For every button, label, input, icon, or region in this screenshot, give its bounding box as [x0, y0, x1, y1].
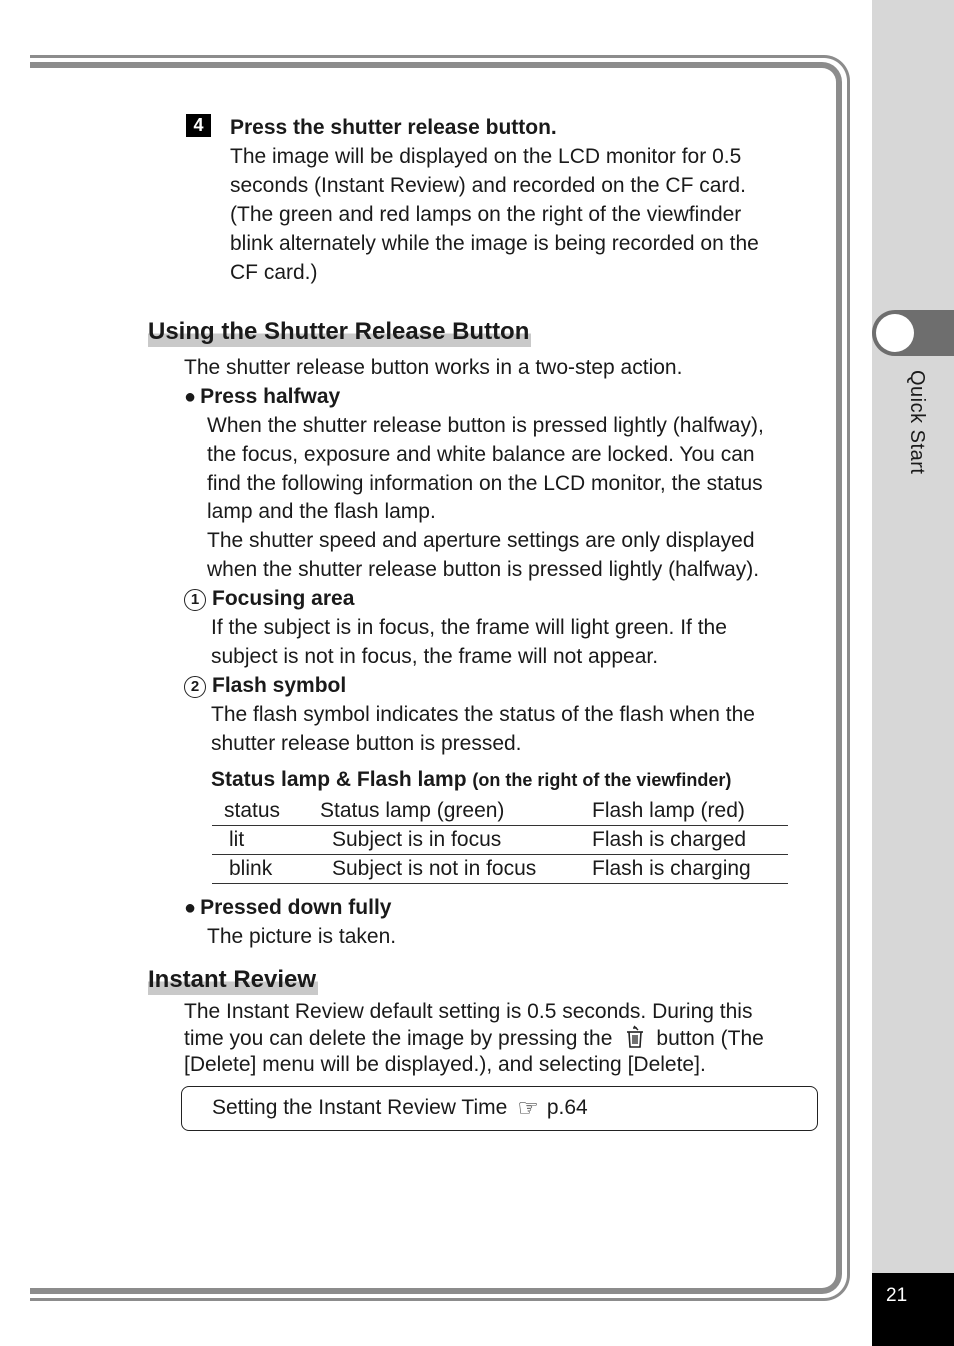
page-number: 21	[886, 1285, 908, 1306]
table-cell: Subject is not in focus	[320, 855, 592, 884]
instant-review-line: [Delete] menu will be displayed.), and selecting [Delete].	[184, 1053, 706, 1076]
chapter-tab-label: Quick Start	[906, 370, 928, 475]
press-halfway-line: the focus, exposure and white balance are locked. You can	[207, 443, 755, 466]
lamp-table-subtitle: (on the right of the viewfinder)	[472, 770, 732, 790]
step-line: The image will be displayed on the LCD monitor for 0.5	[230, 145, 742, 168]
instant-review-text: time you can delete the image by pressing the	[184, 1027, 613, 1050]
table-header-row	[212, 797, 788, 826]
table-row	[212, 826, 788, 855]
item-focusing-area	[184, 584, 354, 613]
press-halfway-label	[184, 382, 340, 412]
table-cell: Subject is in focus	[320, 826, 592, 855]
item-number: 1	[184, 589, 206, 611]
chapter-tab-circle	[876, 314, 914, 352]
side-strip	[872, 0, 954, 1346]
pressed-fully-label	[184, 893, 391, 923]
press-halfway-line: The shutter speed and aperture settings are only displayed	[207, 529, 755, 552]
item-number: 2	[184, 676, 206, 698]
table-cell: blink	[212, 855, 320, 884]
page-number-box	[872, 1273, 954, 1346]
step-number: 4	[186, 114, 211, 137]
table-cell: Flash is charging	[592, 855, 788, 884]
lamp-table-title-text: Status lamp & Flash lamp	[211, 768, 467, 791]
table-header-cell: Flash lamp (red)	[592, 797, 788, 826]
table-cell: lit	[212, 826, 320, 855]
bullet-icon: ●	[184, 897, 197, 919]
instant-review-text: button (The	[656, 1027, 764, 1050]
lamp-table-title	[211, 768, 731, 792]
reference-text: Setting the Instant Review Time	[212, 1096, 508, 1119]
item-flash-symbol	[184, 671, 346, 700]
press-halfway-line: when the shutter release button is pressed lightly (halfway).	[207, 558, 760, 581]
shutter-intro: The shutter release button works in a two-step action.	[184, 356, 683, 379]
step-line: CF card.)	[230, 261, 318, 284]
pressed-fully-line: The picture is taken.	[207, 925, 397, 948]
press-halfway-line: lamp and the flash lamp.	[207, 500, 436, 523]
press-halfway-text: Press halfway	[200, 385, 341, 408]
bullet-icon: ●	[184, 386, 197, 408]
press-halfway-line: When the shutter release button is pressed lightly (halfway),	[207, 414, 764, 437]
item-line: If the subject is in focus, the frame will light green. If the	[211, 616, 727, 639]
table-header-cell: Status lamp (green)	[320, 797, 592, 826]
table-row	[212, 855, 788, 884]
pressed-fully-text: Pressed down fully	[200, 896, 392, 919]
item-line: shutter release button is pressed.	[211, 732, 522, 755]
item-label: Flash symbol	[212, 674, 347, 697]
step-line: blink alternately while the image is being recorded on the	[230, 232, 759, 255]
lamp-table	[212, 797, 788, 884]
reference-box	[181, 1086, 818, 1131]
reference-page: p.64	[546, 1096, 588, 1119]
pointing-hand-icon: ☞	[517, 1095, 539, 1122]
item-line: The flash symbol indicates the status of the flash when the	[211, 703, 755, 726]
instant-review-line: The Instant Review default setting is 0.5 seconds. During this	[184, 1000, 753, 1023]
item-label: Focusing area	[212, 587, 355, 610]
press-halfway-line: find the following information on the LCD monitor, the status	[207, 472, 763, 495]
table-header-cell: status	[212, 797, 320, 826]
step-line: (The green and red lamps on the right of the viewfinder	[230, 203, 742, 226]
step-line: seconds (Instant Review) and recorded on the CF card.	[230, 174, 746, 197]
table-cell: Flash is charged	[592, 826, 788, 855]
step-title: Press the shutter release button.	[230, 116, 557, 139]
section-heading-instant-review: Instant Review	[148, 966, 317, 993]
section-heading-shutter: Using the Shutter Release Button	[148, 318, 530, 345]
item-line: subject is not in focus, the frame will not appear.	[211, 645, 659, 668]
